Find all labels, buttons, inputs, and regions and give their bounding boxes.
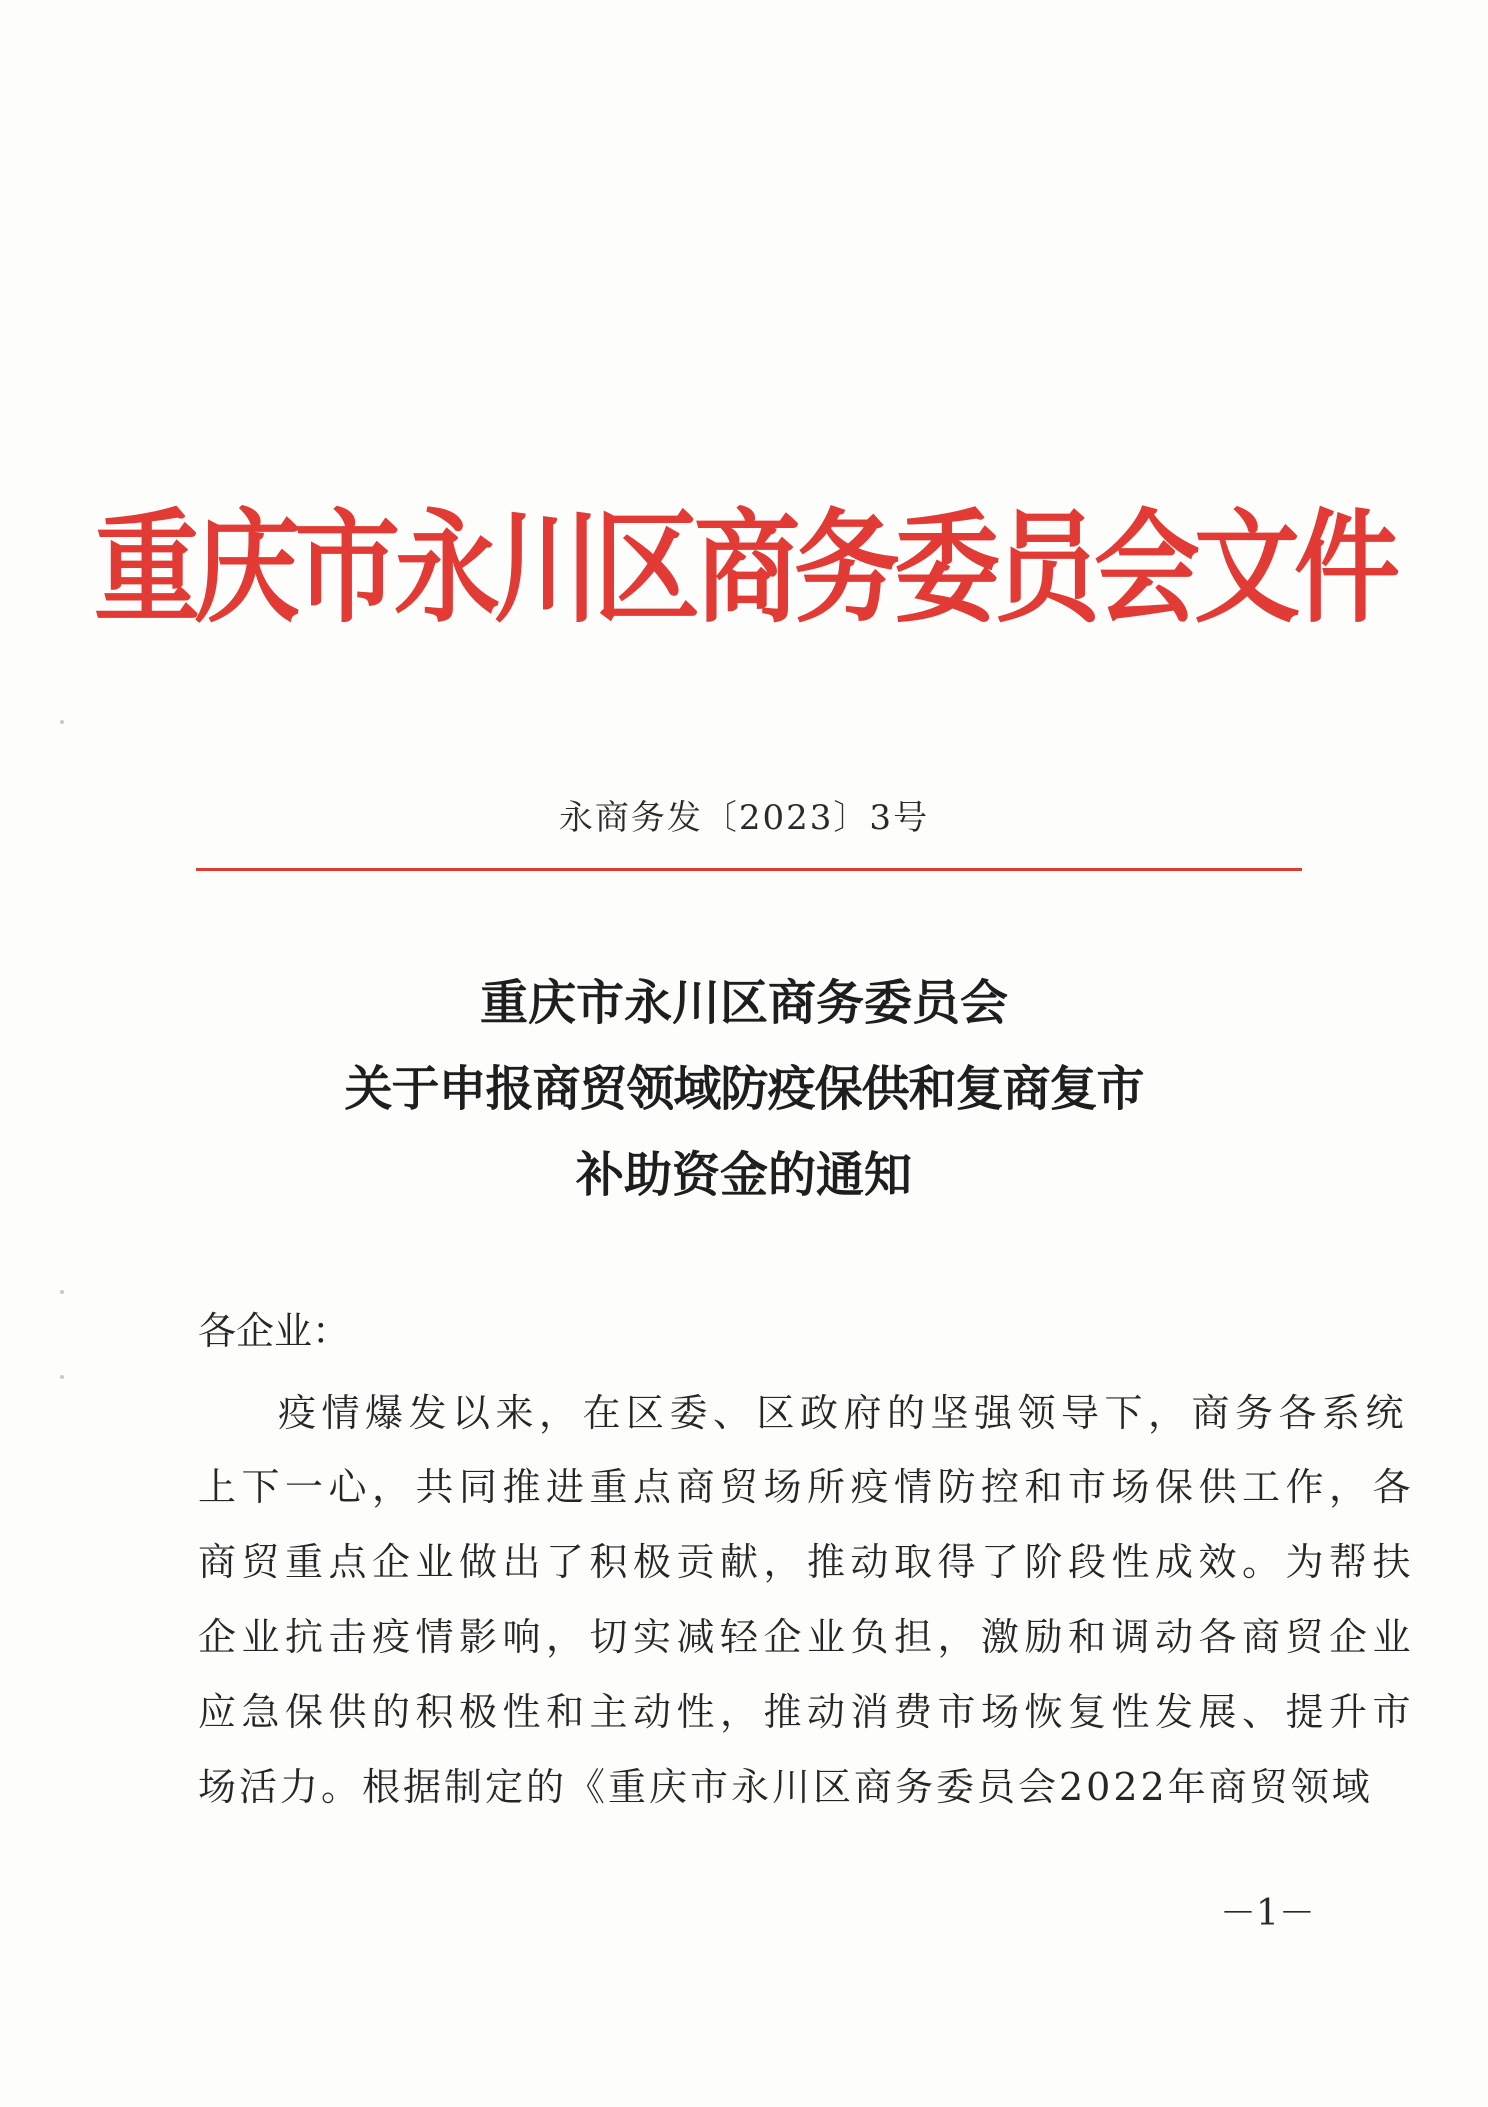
salutation: 各企业：: [198, 1309, 351, 1353]
body-line-3: 商贸重点企业做出了积极贡献，推动取得了阶段性成效。为帮扶: [198, 1540, 1417, 1584]
body-line-6: 场活力。根据制定的《重庆市永川区商务委员会2022年商贸领域: [198, 1765, 1373, 1809]
body-line-1: 疫情爆发以来，在区委、区政府的坚强领导下，商务各系统: [278, 1391, 1410, 1435]
body-line-5: 应急保供的积极性和主动性，推动消费市场恢复性发展、提升市: [198, 1690, 1417, 1734]
page-number: －1－: [1220, 1893, 1315, 1934]
body-line-4: 企业抗击疫情影响，切实减轻企业负担，激励和调动各商贸企业: [198, 1615, 1417, 1659]
document-header-title: 重庆市永川区商务委员会文件: [94, 495, 1394, 640]
body-line-2: 上下一心，共同推进重点商贸场所疫情防控和市场保供工作，各: [198, 1465, 1417, 1509]
header-red-rule: [196, 868, 1302, 871]
document-number: 永商务发〔2023〕3号: [558, 798, 930, 838]
notice-title-line-1: 重庆市永川区商务委员会: [479, 975, 1008, 1031]
scan-speck: [60, 720, 64, 724]
scan-speck: [60, 1290, 64, 1294]
notice-title-line-3: 补助资金的通知: [575, 1147, 912, 1203]
scan-speck: [60, 1375, 64, 1379]
notice-title-line-2: 关于申报商贸领域防疫保供和复商复市: [344, 1061, 1144, 1117]
